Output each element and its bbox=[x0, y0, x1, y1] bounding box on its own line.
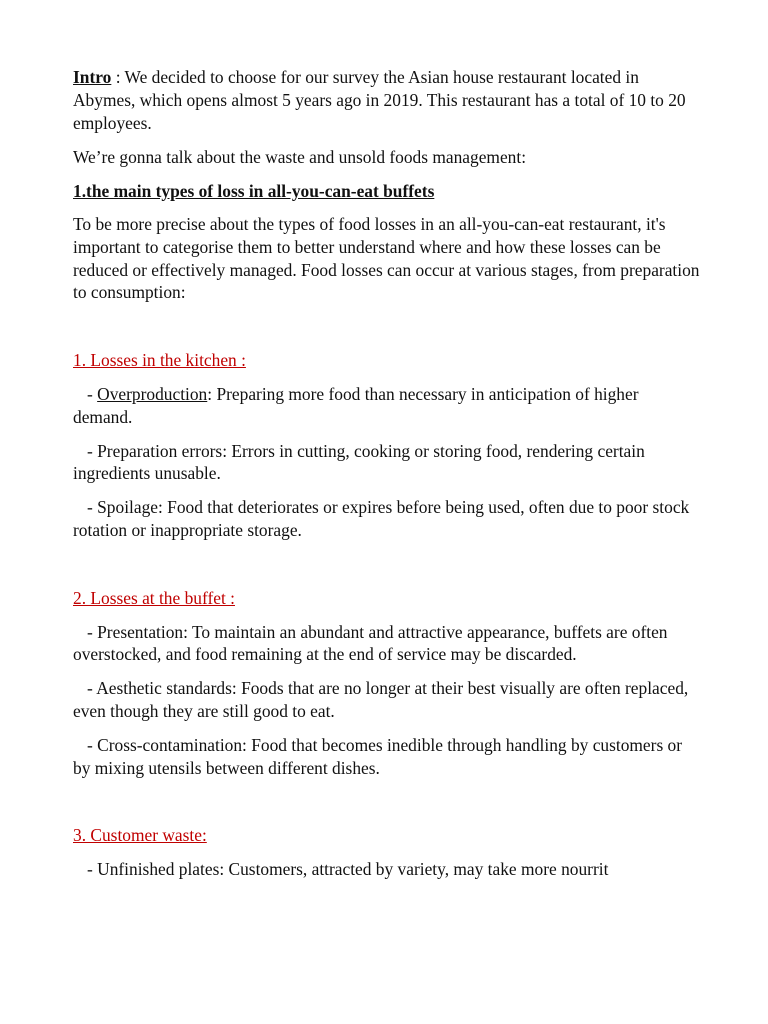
list-item bbox=[73, 621, 701, 667]
list-item bbox=[73, 383, 701, 429]
bullet-text: Spoilage: Food that deteriorates or expires before being used, often due to poor stock rotation or inappropriate storage. bbox=[73, 497, 690, 540]
list-item bbox=[73, 858, 701, 881]
bullet-dash: - bbox=[87, 734, 98, 755]
spacer bbox=[73, 304, 701, 349]
section-heading: 1.the main types of loss in all-you-can-eat buffets bbox=[73, 181, 435, 202]
bullet-dash: - bbox=[87, 497, 98, 518]
list-item bbox=[73, 496, 701, 542]
spacer bbox=[73, 542, 701, 587]
bullet-dash: - bbox=[87, 678, 97, 699]
bullet-text: Cross-contamination: Food that becomes inedible through handling by customers or by mixing utensils between different dishes. bbox=[73, 734, 683, 778]
bullet-dash: - bbox=[87, 859, 98, 880]
section-title-customer-waste: 3. Customer waste: bbox=[73, 825, 207, 846]
document-page bbox=[73, 66, 701, 892]
bullet-dash: - bbox=[87, 621, 98, 642]
intro-text: : We decided to choose for our survey the Asian house restaurant located in Abymes, which opens almost 5 years ago in 2019. This restaurant has a total of 10 to 20 employees. bbox=[73, 67, 686, 133]
list-item bbox=[73, 677, 701, 723]
bullet-text: : Preparing more food than necessary in anticipation of higher demand. bbox=[73, 383, 639, 427]
bullet-text: Presentation: To maintain an abundant and attractive appearance, buffets are often overstocked, and food remaining at the end of service may be discarded. bbox=[73, 621, 668, 665]
list-item bbox=[73, 734, 701, 780]
lead-sentence: We’re gonna talk about the waste and unsold foods management: bbox=[73, 147, 527, 168]
bullet-text: Preparation errors: Errors in cutting, cooking or storing food, rendering certain ingredients unusable. bbox=[73, 440, 645, 484]
section-title-kitchen: 1. Losses in the kitchen : bbox=[73, 350, 246, 371]
bullet-dash: - bbox=[87, 440, 98, 461]
bullet-dash: - bbox=[87, 383, 98, 404]
spacer bbox=[73, 779, 701, 824]
term-overproduction: Overproduction bbox=[97, 383, 208, 404]
intro-label: Intro bbox=[73, 67, 112, 87]
intro-body-paragraph: To be more precise about the types of food losses in an all-you-can-eat restaurant, it's important to categorise them to better understand where and how these losses can be reduced or effectively managed. Food losses can occur at various stages, from preparation to consumption: bbox=[73, 213, 700, 303]
section-title-buffet: 2. Losses at the buffet : bbox=[73, 587, 235, 608]
bullet-text: Unfinished plates: Customers, attracted by variety, may take more nourrit bbox=[97, 859, 609, 880]
list-item bbox=[73, 440, 701, 486]
intro-paragraph bbox=[73, 66, 701, 134]
bullet-text: Aesthetic standards: Foods that are no longer at their best visually are often replaced, even though they are still good to eat. bbox=[73, 678, 689, 721]
